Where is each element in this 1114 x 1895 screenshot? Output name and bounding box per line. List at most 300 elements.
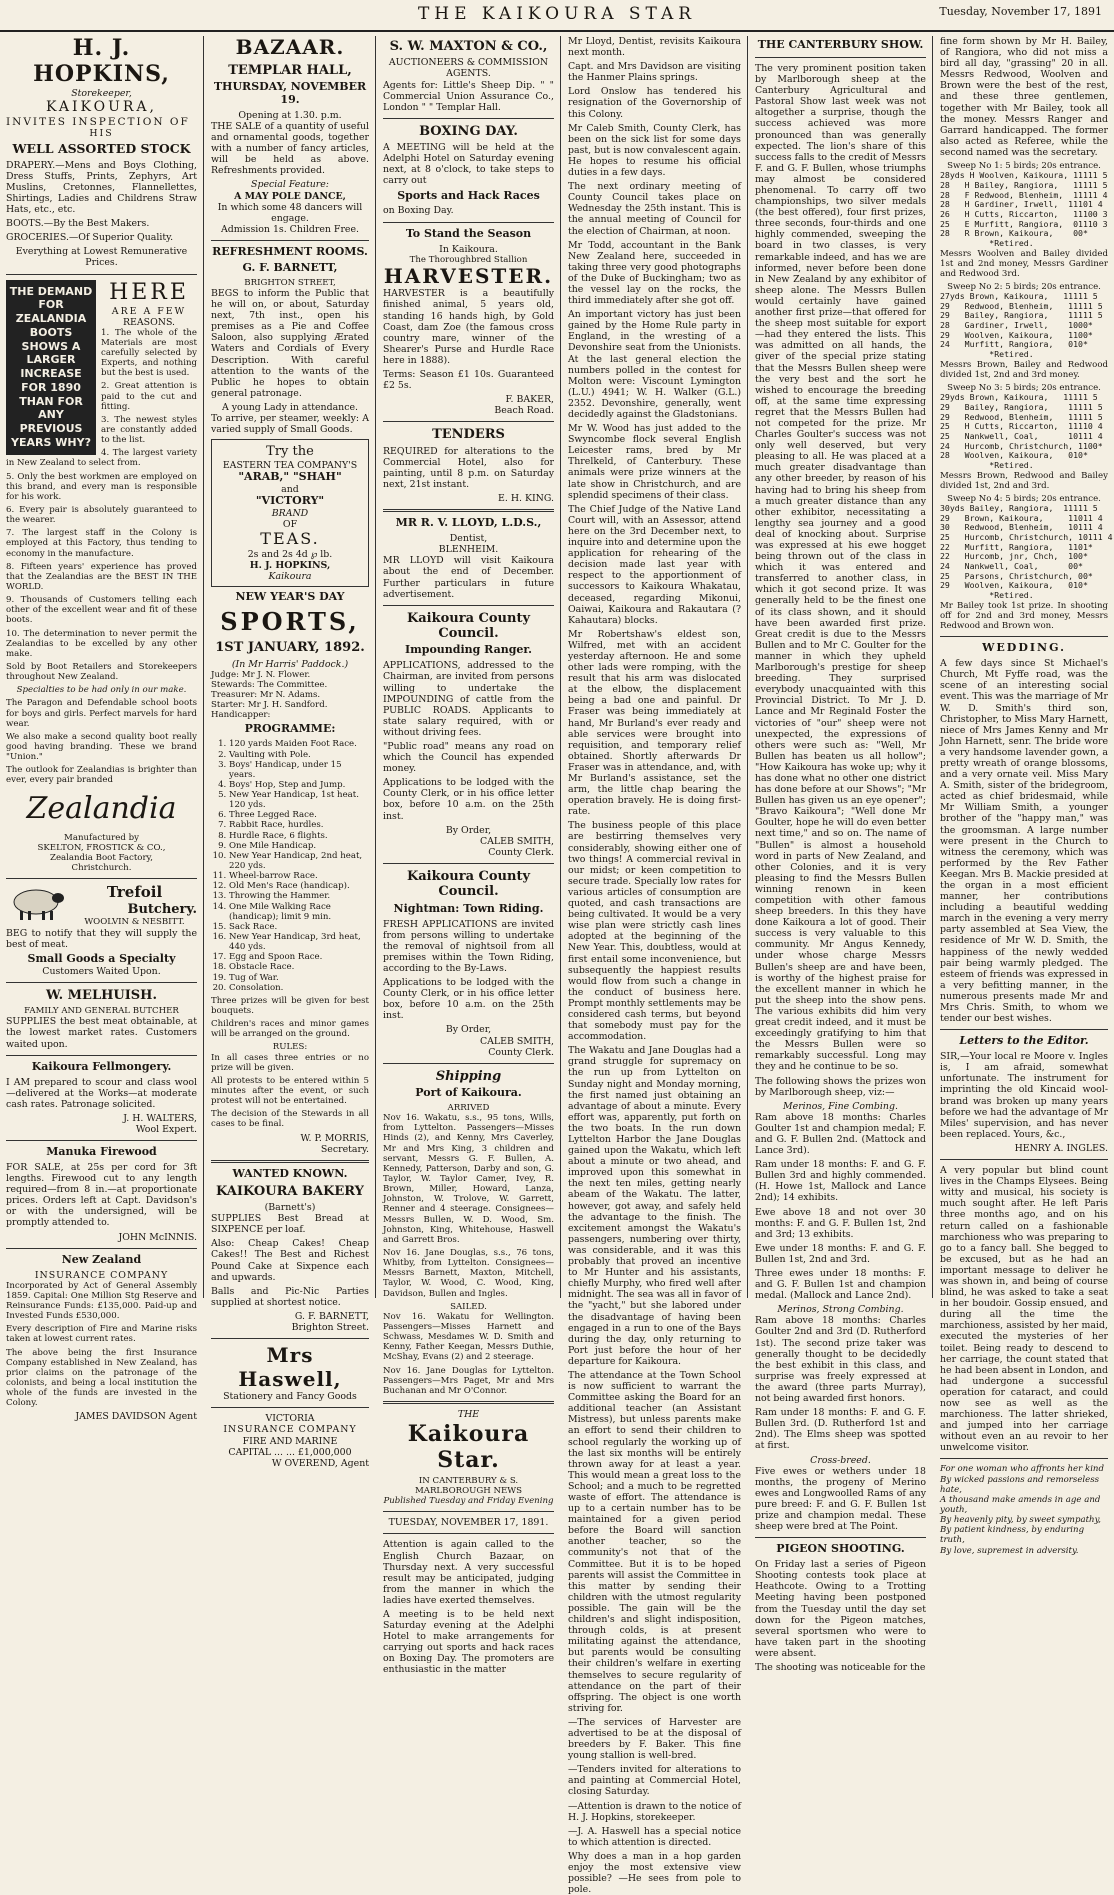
maker: SKELTON, FROSTICK & CO., xyxy=(37,843,166,854)
auctioneers: AUCTIONEERS & COMMISSION AGENTS. xyxy=(388,57,549,80)
show-following: The following shows the prizes won by Marlborough sheep, viz:— xyxy=(755,1075,926,1098)
council: Kaikoura County Council. xyxy=(406,610,531,642)
maxton: S. W. MAXTON & CO., xyxy=(389,39,548,54)
baker: F. BAKER, xyxy=(505,394,554,406)
dentist: Dentist, xyxy=(449,533,488,545)
divider xyxy=(383,222,554,223)
public-road: "Public road" means any road on which the Council has expended money. xyxy=(383,741,554,775)
tea-kaikoura: Kaikoura xyxy=(268,570,312,582)
sports-date: 1ST JANUARY, 1892. xyxy=(215,640,365,656)
divider xyxy=(383,421,554,422)
prize-5: Three ewes under 18 months: F. and G. F. Bullen 1st and champion medal. (Mallock and Lance 2nd). xyxy=(755,1268,926,1302)
sweep-row: 25 Parsons, Christchurch, 00* xyxy=(940,570,1093,581)
wanted-known: WANTED KNOWN. xyxy=(232,1166,348,1180)
count-story: A very popular but blind count lives in the Champs Elysees. Being witty and musical, his society is much sought after. He left Paris three months ago, and on his return called on a fashionable marchioness who was preparing to go to a fancy ball. She begged to be excused, but as he had an important message to deliver he was shown in, and being of course blind, he was asked to take a seat in her boudoir. Gossip ensued, and during all the time the marchioness, assisted by her maid, executed the mysteries of her toilet. Being ready to descend to her carriage, the count stated that he had been absent in London, and had undergone a successful operation for cataract, and could now see as well as the marchioness. The latter shrieked, and jumped into her carriage without even an au revoir to her unwelcome visitor. xyxy=(940,1165,1108,1454)
news-16: —Attention is drawn to the notice of H. J. Hopkins, storekeeper. xyxy=(568,1800,741,1823)
every-description: Every description of Fire and Marine risks taken at lowest current rates. xyxy=(6,1324,197,1345)
programme-event: 5. New Year Handicap, 1st heat. 120 yds. xyxy=(229,790,369,810)
specialties: Specialties to be had only in our make. xyxy=(16,685,187,696)
programme-event: 19. Tug of War. xyxy=(229,973,369,983)
sailed: SAILED. xyxy=(450,1301,487,1312)
programme-event: 8. Hurdle Race, 6 flights. xyxy=(229,831,369,841)
column-rule xyxy=(203,36,204,1298)
stewards: Stewards: The Committee. xyxy=(211,679,328,690)
are-few: ARE A FEW xyxy=(111,305,187,317)
stationery: Stationery and Fancy Goods xyxy=(223,1391,357,1403)
sweep-row: 28 R Brown, Kaikoura, 00* xyxy=(940,228,1088,239)
trefoil-advert xyxy=(6,884,197,917)
terms: Terms: Season £1 10s. Guaranteed £2 5s. xyxy=(383,369,554,392)
news-12: The Wakatu and Jane Douglas had a grand struggle for supremacy on the run up from Lyttelton on Sunday night and Monday morning, the first named just obtaining an advantage of about a minute. Every effort was, apparently, put forth on the two boats. In the run down Lyttelton Harbor the Jane Douglas gained upon the Wakatu, which left about a minute or two ahead, and improved upon this somewhat in the next ten miles, getting nearly abeam of the Wakatu. The latter, however, got away, and safely held the advantage to the finish. The excitement amongst the Wakatu's passengers, numbering over thirty, was considerable, and it was this probably that proved an incentive to Mr Hunter and his assistants, chiefly Murphy, who fired well after midnight. The sea was all in favor of the "yacht," but she labored under the disadvantage of having been engaged in a run to one of the Bays during the day, only returning to Port just before the hour of her departure for Kaikoura. xyxy=(568,1045,742,1367)
outlook: The outlook for Zealandias is brighter than ever, every pair branded xyxy=(6,765,197,786)
divider xyxy=(940,1458,1108,1459)
programme-event: 17. Egg and Spoon Race. xyxy=(229,952,369,962)
reason-1: 1. The whole of the Materials are most carefully selected by Experts, and nothing but the best is used. xyxy=(101,327,197,379)
sweep-row: 27yds Brown, Kaikoura, 11111 5 xyxy=(940,291,1098,302)
sweep-row: 30 Redwood, Blenheim, 10111 4 xyxy=(940,522,1103,533)
sweep-4-table xyxy=(940,503,1113,601)
sweep-row: 25 H Cutts, Riccarton, 11110 4 xyxy=(940,421,1103,432)
on-boxing: on Boxing Day. xyxy=(383,205,454,217)
new-year: NEW YEAR'S DAY xyxy=(235,589,345,603)
sweep-row: 26 H Cutts, Riccarton, 11100 3 xyxy=(940,208,1108,219)
trefoil: Trefoil xyxy=(106,883,163,902)
childrens: Children's races and minor games will be arranged on the ground. xyxy=(211,1019,369,1040)
sweep-row: 22 Hurcomb, jnr, Chch, 100* xyxy=(940,551,1088,562)
sweep-row: *Retired. xyxy=(940,349,1034,360)
editorial-date: TUESDAY, NOVEMBER 17, 1891. xyxy=(388,1517,549,1529)
rules: RULES: xyxy=(272,1042,308,1053)
walters-title: Wool Expert. xyxy=(135,1123,197,1135)
news-13: The attendance at the Town School is now sufficient to warrant the Committee asking the Board for an additional teacher (an Assistant Mistress), but unless parents make an effort to send their children to school regularly the working up of the last six months will be entirely thrown away for at least a year. This would mean a great loss to the School; and a much to be regretted waste of effort. The attendance is up to a certain number has to be maintained for a given period before the Board will sanction another teacher, so the community's not that of the Committee. But it is to be hoped parents will assist the Committee in this matter by sending their children with the utmost regularity possible. The gain will be the children's and slight indisposition, through colds, is at present militating against the attendance, but parents would be consulting their children's welfare in exerting themselves to secure regularity of attendance on the part of their offspring. The object is one worth striving for. xyxy=(568,1369,741,1714)
sweep-row: *Retired. xyxy=(940,237,1034,248)
beg-notify: BEG to notify that they will supply the best of meat. xyxy=(6,927,197,950)
sweep-row: 25 Nankwell, Coal, 10111 4 xyxy=(940,430,1103,441)
stallion: The Thoroughbred Stallion xyxy=(409,254,528,265)
invites: INVITES INSPECTION OF xyxy=(6,115,190,128)
news-9: The Chief Judge of the Native Land Court will, with an Assessor, attend here on the 3rd December next, to inquire into and determine upon the application for rehearing of the decision made last year with respect to the apportionment of successors to Kaikoura Whakatau, deceased, regarding Mikonui, Oaiwai, Kaikoura and Rakautara (? Kahautara) blocks. xyxy=(568,503,741,626)
manufactured: Manufactured by xyxy=(64,832,139,843)
sweep-4: Sweep No 4: 5 birds; 20s entrance. xyxy=(947,493,1101,504)
brighton: BRIGHTON STREET, xyxy=(244,277,336,288)
sweep-2-table xyxy=(940,292,1108,360)
brand: BRAND xyxy=(271,507,309,519)
harvester: HARVESTER. xyxy=(383,263,554,288)
news-3: Lord Onslow has tendered his resignation of the Governorship of this Colony. xyxy=(568,86,741,120)
family-butcher: FAMILY AND GENERAL BUTCHER xyxy=(24,1006,179,1017)
harvester-body: HARVESTER is a beautifully finished animal, 5 years old, standing 16 hands high, by Gold Coast, dam Zoe (the famous cross country mare, winner of the Shearer's Purse and Hurdle Race here in 1888). xyxy=(383,288,554,366)
bazaar-day: THURSDAY, NOVEMBER 19. xyxy=(213,79,367,106)
divider xyxy=(383,1063,554,1064)
published: Published Tuesday and Friday Evening xyxy=(383,1496,554,1507)
sweep-row: 28 H Bailey, Rangiora, 11111 5 xyxy=(940,179,1108,190)
tea-advert xyxy=(211,439,369,587)
eastern: EASTERN TEA COMPANY'S xyxy=(222,459,358,471)
zealandia-logo: Zealandia xyxy=(26,791,177,827)
applications: APPLICATIONS, addressed to the Chairman, are invited from persons willing to undertake the IMPOUNDING of cattle from the PUBLIC ROADS. Applicants to state salary required, with or without driving fees. xyxy=(383,660,554,738)
barnett: G. F. BARNETT, xyxy=(242,260,338,274)
programme-event: 12. Old Men's Race (handicap). xyxy=(229,881,369,891)
programme-event: 2. Vaulting with Pole. xyxy=(229,750,369,760)
programme-event: 13. Throwing the Hammer. xyxy=(229,891,369,901)
sweep-2: Sweep No 2: 5 birds; 20s entrance. xyxy=(947,281,1101,292)
smith: CALEB SMITH, xyxy=(479,835,554,847)
lloyd: MR R. V. LLOYD, L.D.S., xyxy=(395,516,542,530)
prize-8: Five ewes or wethers under 18 months, the progeny of Merino ewes and Longwoolled Rams of any pure breed: F. and G. F. Bullen 1st prize and champion medal. These sheep were bred at The Point. xyxy=(755,1465,926,1533)
mcinnis: JOHN McINNIS. xyxy=(118,1231,197,1243)
tenders: TENDERS xyxy=(432,427,505,443)
special: Special Feature: xyxy=(251,179,329,191)
divider xyxy=(755,57,926,58)
star-title: Kaikoura Star. xyxy=(407,1421,530,1473)
letters-heading: Letters to the Editor. xyxy=(959,1034,1089,1048)
small-goods: Small Goods a Specialty xyxy=(27,951,176,965)
haswell: Mrs Haswell, xyxy=(238,1343,342,1391)
clerk-2: County Clerk. xyxy=(488,1046,554,1058)
divider xyxy=(940,1029,1108,1030)
lodged-2: Applications to be lodged with the County Clerk, or in his office letter box, before 10 a.m. on the 25th inst. xyxy=(383,977,554,1022)
news-8: Mr W. Wood has just added to the Swyncombe flock several English Leicester rams, bred by Mr Threlkeld, of Canterbury. These animals were prize winners at the late show in Christchurch, and are splendid specimens of their class. xyxy=(568,423,741,501)
clerk: County Clerk. xyxy=(488,846,554,858)
wedding-body: A few days since St Michael's Church, Mt Fyffe road, was the scene of an interesting social event. This was the marriage of Mr W. D. Smith's third son, Christopher, to Miss Mary Harnett, niece of Mrs James Kenny and Mr John Harnett, senr. The bride wore a very handsome lavender gown, a pretty wreath of orange blossoms, and a very ornate veil. Miss Mary A. Smith, sister of the bridegroom, acted as chief bridesmaid, while Mr William Smith, a younger brother of the "happy man," was the groomsman. A large number were present in the Church to witness the ceremony, which was performed by the Rev Father Keegan. Mrs B. Mackie presided at the organ in a most efficient manner, her contributions including a beautiful wedding march in the evening a very merry party assembled at Sea View, the residence of Mr W. D. Smith, the happiness of the newly wedded pair being warmly pledged. The esteem of friends was expressed in a very befitting manner, in the numerous presents made Mr and Mrs Chris. Smith, to whom we tender our best wishes. xyxy=(940,658,1108,1025)
sweep-row: 24 Murfitt, Rangiora, 010* xyxy=(940,339,1088,350)
victoria: VICTORIA xyxy=(265,1413,315,1425)
sports: SPORTS, xyxy=(220,606,360,636)
blenheim: BLENHEIM. xyxy=(438,544,499,556)
sailed-1: Nov 16. Wakatu for Wellington. Passengers—Misses Harnett and Schwass, Mesdames W. D. Smith and Kenny, Father Keegan, Messrs Duthie, McShay, Evans (2) and 2 steerage. xyxy=(383,1311,554,1363)
tea-hopkins: H. J. HOPKINS, xyxy=(249,559,331,571)
the: THE xyxy=(457,1408,480,1420)
sweep-row: 28 Gardiner, Irwell, 1000* xyxy=(940,320,1093,331)
gfb-street: Brighton Street. xyxy=(291,1321,369,1333)
fellmongery: Kaikoura Fellmongery. xyxy=(31,1059,172,1073)
divider xyxy=(6,982,197,983)
programme-event: 10. New Year Handicap, 2nd heat, 220 yds. xyxy=(229,851,369,871)
sweep-row: 28 H Gardiner, Irwell, 11101 4 xyxy=(940,199,1103,210)
column-6 xyxy=(934,36,1114,1556)
divider xyxy=(6,878,197,879)
incorporated: Incorporated by Act of General Assembly 1859. Capital: One Million Stg Reserve and Reinsurance Funds: £135,000. Paid-up and Invested Funds £530,000. xyxy=(6,1280,197,1322)
prize-2: Ram under 18 months: F. and G. F. Bullen 3rd and highly commended. (H. Howe 1st, Mallock and Lance 2nd); 14 exhibits. xyxy=(755,1159,926,1204)
reason-8: 8. Fifteen years' experience has proved that the Zealandias are the BEST IN THE WORLD. xyxy=(6,561,197,592)
reason-10: 10. The determination to never permit the Zealandias to be excelled by any other make. xyxy=(6,628,197,659)
sweep-row: 29 Woolven, Kaikoura, 1100* xyxy=(940,329,1093,340)
young-lady: A young Lady in attendance. xyxy=(222,401,358,413)
sweep-row: *Retired. xyxy=(940,590,1034,601)
pigeon-heading: PIGEON SHOOTING. xyxy=(776,1542,905,1556)
lodged: Applications to be lodged with the County Clerk, or in his office letter box, before 10 a.m. on the 25th inst. xyxy=(383,777,554,822)
shipping: Shipping xyxy=(435,1068,502,1084)
teas: TEAS. xyxy=(260,528,320,548)
reasons: REASONS. xyxy=(122,316,176,328)
sweep-row: 24 Hurcomb, Christchurch, 1100* xyxy=(940,440,1103,451)
sports-hack: Sports and Hack Races xyxy=(397,188,540,202)
divider xyxy=(383,605,554,606)
divider xyxy=(6,274,197,275)
meeting-note: A meeting is to be held next Saturday evening at the Adelphi Hotel to make arrangements for carrying out sports and hack races on Boxing Day. The promoters are enthusiastic in the matter xyxy=(383,1609,554,1676)
programme-event: 14. One Mile Walking Race (handicap); limit 9 min. xyxy=(229,902,369,922)
boots: BOOTS.—By the Best Makers. xyxy=(6,218,150,230)
pigeon-body: On Friday last a series of Pigeon Shooting contests took place at Heathcote. Owing to a Trotting Meeting having been postponed from the Tuesday until the day set down for the Pigeon matches, several sportsmen who were to have taken part in the shooting were absent. xyxy=(755,1559,926,1659)
wedding-heading: WEDDING. xyxy=(982,641,1066,655)
fresh-applications: FRESH APPLICATIONS are invited from persons willing to undertake the removal of nightsoil from all premises within the Town Riding, according to the By-Laws. xyxy=(383,918,554,974)
ranger: Impounding Ranger. xyxy=(404,643,533,657)
port: Port of Kaikoura. xyxy=(415,1086,522,1100)
bakery: KAIKOURA BAKERY xyxy=(216,1183,364,1199)
prize-6: Ram above 18 months: Charles Goulter 2nd and 3rd (D. Rutherford 1st). The second prize taker was generally thought to be decidedly the best exhibit in this class, and surprise was freely expressed at the award (three parts Murray), not being awarded first honors. xyxy=(755,1315,926,1405)
order: By Order, xyxy=(445,824,492,836)
starter: Starter: Mr J. H. Sandford. xyxy=(211,700,328,711)
balls: Balls and Pic-Nic Parties supplied at shortest notice. xyxy=(211,1285,369,1308)
refreshment-rooms: REFRESHMENT ROOMS. xyxy=(212,244,368,258)
sweep-row: 29 Redwood, Blenheim, 11111 5 xyxy=(940,300,1103,311)
maker-factory: Zealandia Boot Factory, xyxy=(49,853,154,864)
rule-1: In all cases three entries or no prize will be given. xyxy=(211,1052,369,1073)
column-rule xyxy=(375,36,376,1298)
nightman: Nightman: Town Riding. xyxy=(393,901,544,915)
reason-3: 3. The newest styles are constantly added to the list. xyxy=(101,414,197,446)
programme-event: 9. One Mile Handicap. xyxy=(229,841,369,851)
walters: J. H. WALTERS, xyxy=(123,1112,197,1124)
divider xyxy=(383,1533,554,1534)
zealandia-advert xyxy=(6,279,197,449)
try: Try the xyxy=(266,444,314,460)
masthead xyxy=(0,0,1114,32)
poem-line: By patient kindness, by enduring truth, xyxy=(940,1525,1085,1546)
lloyd-visit: MR LLOYD will visit Kaikoura about the end of December. Further particulars in future advertisement. xyxy=(383,555,554,600)
we-also: We also make a second quality boot really good having branding. These we brand "Union." xyxy=(6,731,197,763)
above: The above being the first Insurance Company established in New Zealand, has prior claims on the patronage of the colonists, and being a local institution the whole of the funds are invested in the Colony. xyxy=(6,1347,197,1409)
beach-road: Beach Road. xyxy=(494,405,554,417)
and: and xyxy=(281,483,299,495)
butchery: Butchery. xyxy=(127,902,197,918)
prices: Everything at Lowest Remunerative Prices. xyxy=(15,246,188,269)
stand-season: To Stand the Season xyxy=(405,226,532,240)
meeting: A MEETING will be held at the Adelphi Hotel on Saturday evening next, at 8 o'clock, to take steps to carry out xyxy=(383,142,554,187)
sweep-3-table xyxy=(940,393,1108,470)
sweep-row: *Retired. xyxy=(940,459,1034,470)
events-list xyxy=(211,739,369,993)
reason-9: 9. Thousands of Customers telling each other of the excellent wear and fit of these boots. xyxy=(6,595,197,626)
sweep-row: 29 Brown, Kaikoura, 11011 4 xyxy=(940,512,1103,523)
maypole: A MAY POLE DANCE, xyxy=(234,190,346,202)
secretary: Secretary. xyxy=(320,1143,369,1155)
poem-line: By heavenly pity, by sweet sympathy, xyxy=(940,1515,1102,1526)
agents: Agents for: Little's Sheep Dip. " " Commercial Union Assurance Co., London " " Templar Hall. xyxy=(383,79,554,113)
required: REQUIRED for alterations to the Commercial Hotel, also for painting, until 8 p.m. on Saturday next, 21st instant. xyxy=(383,445,554,490)
news-5: The next ordinary meeting of County Council takes place on Wednesday the 25th instant. This is the annual meeting of Council for the election of Chairman, at noon. xyxy=(568,181,741,237)
sweep-1-table xyxy=(940,171,1108,248)
gfb: G. F. BARNETT, xyxy=(294,1310,369,1322)
prize-4: Ewe under 18 months: F. and G. F. Bullen 1st, 2nd and 3rd. xyxy=(755,1242,926,1265)
tea-prices: 2s and 2s 4d ℘ lb. xyxy=(247,548,333,560)
begs: BEGS to inform the Public that he will on, or about, Saturday next, 7th inst., open his premises as a Pie and Coffee Saloon, also supplying Ærated Waters and Cordials of Every Description. With careful attention to the wants of the Public he hopes to obtain general patronage. xyxy=(211,287,369,399)
divider xyxy=(383,509,554,512)
sweep-row: 29yds Brown, Kaikoura, 11111 5 xyxy=(940,392,1098,403)
sailed-2: Nov 16. Jane Douglas for Lyttelton. Passengers—Mrs Paget, Mr and Mrs Buchanan and Mr O'Connor. xyxy=(383,1365,554,1396)
king: E. H. KING. xyxy=(498,493,554,505)
barnetts: (Barnett's) xyxy=(264,1202,316,1214)
prize-1: Ram above 18 months: Charles Goulter 1st and champion medal; F. and G. F. Bullen 2nd. (Mattock and Lance 3rd). xyxy=(755,1111,926,1157)
divider xyxy=(755,1537,926,1538)
dancers: In which some 48 dancers will engage. xyxy=(217,201,363,224)
davidson: JAMES DAVIDSON Agent xyxy=(75,1411,197,1423)
zealandia-banner: THE DEMAND FOR ZEALANDIA BOOTS SHOWS A LARGER INCREASE FOR 1890 THAN FOR ANY PREVIOUS YEARS WHY? xyxy=(6,280,96,455)
admission: Admission 1s. Children Free. xyxy=(221,223,359,235)
victoria-insurance: INSURANCE COMPANY xyxy=(223,1424,357,1436)
news-17: —J. A. Haswell has a special notice to which attention is directed. xyxy=(568,1825,741,1848)
prize-7: Ram under 18 months: F. and G. F. Bullen 3rd. (D. Rutherford 1st and 2nd). The Elms sheep was spotted at first. xyxy=(755,1407,926,1452)
arrival-2: Nov 16. Jane Douglas, s.s., 76 tons, Whitby, from Lyttelton. Consignees—Messrs Barnett, Maxton, Mitchell, Taylor, W. Wood, C. Wood, King, Davidson, Bullen and Ingles. xyxy=(383,1247,554,1299)
opening: Opening at 1.30. p.m. xyxy=(238,109,342,121)
news-4: Mr Caleb Smith, County Clerk, has been on the sick list for some days past, but is now convalescent again. He hopes to resume his official duties in a few days. xyxy=(568,122,741,179)
sweep-4-result: Mr Bailey took 1st prize. In shooting off for 2nd and 3rd money, Messrs Redwood and Brown won. xyxy=(940,600,1108,632)
column-rule xyxy=(560,36,561,1298)
insurance-company: INSURANCE COMPANY xyxy=(34,1269,169,1281)
news-15: —Tenders invited for alterations to and painting at Commercial Hotel, closing Saturday. xyxy=(568,1764,741,1798)
news-11: The business people of this place are bestirring themselves very considerably, showing either one of two things! A commercial revival in our midst; or keen competition to secure trade. Specially low rates for various articles of consumption are quoted, and cash transactions are being cultivated. It would be a very wise plan were strictly cash lines adopted at the beginning of the New Year. This, doubtless, would at first entail some inconvenience, but subsequently the happiest results would flow from such a change in the conduct of business here. Prompt monthly settlements may be considered cash terms, but beyond that somebody must pay for the accommodation. xyxy=(568,820,741,1043)
cross-breed: Cross-breed. xyxy=(810,1454,871,1466)
divider xyxy=(6,1140,197,1141)
nz: New Zealand xyxy=(61,1252,142,1266)
programme: PROGRAMME: xyxy=(244,722,336,736)
storekeeper: Storekeeper, xyxy=(71,87,132,99)
bazaar-note: Attention is again called to the English Church Bazaar, on Thursday next. A very successful result may be anticipated, judging from the manner in which the ladies have exerted themselves. xyxy=(383,1539,554,1606)
show-heading: THE CANTERBURY SHOW. xyxy=(757,38,924,51)
supplies: SUPPLIES the best meat obtainable, at the lowest market rates. Customers waited upon. xyxy=(6,1016,197,1050)
programme-event: 20. Consolation. xyxy=(229,983,369,993)
bread: SUPPLIES Best Bread at SIXPENCE per loaf. xyxy=(211,1213,369,1236)
sweep-1-result: Messrs Woolven and Bailey divided 1st and 2nd money, Messrs Gardiner and Redwood 3rd. xyxy=(940,248,1108,279)
reason-7: 7. The largest staff in the Colony is employed at this Factory, thus tending to economy in the manufacture. xyxy=(6,528,197,559)
programme-event: 18. Obstacle Race. xyxy=(229,962,369,972)
news-2: Capt. and Mrs Davidson are visiting the Hanmer Plains springs. xyxy=(568,61,741,84)
sweep-3: Sweep No 3: 5 birds; 20s entrance. xyxy=(947,383,1101,394)
column-rule xyxy=(932,36,933,1298)
poem-line: By love, supremest in adversity. xyxy=(940,1545,1079,1556)
sweep-row: 28 F Redwood, Blenheim, 11111 4 xyxy=(940,189,1108,200)
issue-date: Tuesday, November 17, 1891 xyxy=(939,5,1102,18)
arrived: ARRIVED xyxy=(447,1102,490,1113)
column-5 xyxy=(749,36,932,1673)
order-2: By Order, xyxy=(445,1024,492,1036)
sweep-row: 29 Woolven, Kaikoura, 010* xyxy=(940,580,1088,591)
melhuish: W. MELHUISH. xyxy=(46,987,157,1003)
arrive: To arrive, per steamer, weekly: A varied supply of Small Goods. xyxy=(211,413,369,436)
morris: W. P. MORRIS, xyxy=(300,1132,369,1144)
poem-line: A thousand make amends in age and youth, xyxy=(940,1494,1101,1516)
reason-5: 5. Only the best workmen are employed on this brand, and every man is responsible for his work. xyxy=(6,471,197,502)
sweep-3-result: Messrs Brown, Redwood and Bailey divided 1st, 2nd and 3rd. xyxy=(940,470,1108,491)
sweep-row: 29 Bailey, Rangiora, 11111 5 xyxy=(940,310,1103,321)
divider xyxy=(383,863,554,864)
programme-event: 16. New Year Handicap, 3rd heat, 440 yds. xyxy=(229,932,369,952)
pigeon-cont: The shooting was noticeable for the xyxy=(755,1661,926,1673)
fellmongery-body: I AM prepared to scour and class wool —delivered at the Works—at moderate cash rates. Patronage solicited. xyxy=(6,1076,197,1110)
merinos-fine: Merinos, Fine Combing. xyxy=(783,1100,898,1112)
programme-event: 1. 120 yards Maiden Foot Race. xyxy=(229,739,369,749)
groceries: GROCERIES.—Of Superior Quality. xyxy=(6,232,174,244)
of: OF xyxy=(282,518,298,530)
news-6: Mr Todd, accountant in the Bank New Zealand here, succeeded in taking three very good photographs of the Duke of Buckingham; two as the vessel lay on the rocks, the third immediately after she got off. xyxy=(568,239,741,307)
sweep-row: 25 E Murfitt, Rangiora, 01110 3 xyxy=(940,218,1108,229)
poem-line: By wicked passions and remorseless hate, xyxy=(940,1474,1100,1495)
incorporating: IN CANTERBURY & S. MARLBOROUGH NEWS xyxy=(414,1475,523,1497)
poem-line: For one woman who affronts her kind xyxy=(940,1464,1104,1475)
reason-6: 6. Every pair is absolutely guaranteed to the wearer. xyxy=(6,504,197,526)
arab: "ARAB," "SHAH" xyxy=(238,469,342,483)
divider xyxy=(940,1159,1108,1160)
manuka: Manuka Firewood xyxy=(46,1145,157,1159)
hopkins-name: H. J. HOPKINS, xyxy=(33,35,170,87)
sweep-row: 24 Nankwell, Coal, 00* xyxy=(940,561,1083,572)
firewood-body: FOR SALE, at 25s per cord for 3ft lengths. Firewood cut to any length required—from 8 in.—at proportionate prices. Orders left at Capt. Davidson's or with the undersigned, will be promptly attended to. xyxy=(6,1162,197,1229)
stock-heading: WELL ASSORTED STOCK xyxy=(12,140,191,156)
ingles: HENRY A. INGLES. xyxy=(1014,1142,1108,1154)
here: HERE xyxy=(109,279,189,305)
paragon: The Paragon and Defendable school boots for boys and girls. Perfect marvels for hard wear. xyxy=(6,698,197,729)
sweep-row: 29 Redwood, Blenheim, 11111 5 xyxy=(940,411,1103,422)
victory: "VICTORY" xyxy=(255,493,325,507)
sold-by: Sold by Boot Retailers and Storekeepers throughout New Zealand. xyxy=(6,661,197,683)
cakes: Also: Cheap Cakes! Cheap Cakes!! The Best and Richest Pound Cake at Sixpence each and upwards. xyxy=(211,1238,369,1283)
templar-hall: TEMPLAR HALL, xyxy=(228,62,352,78)
sweep-row: 28yds H Woolven, Kaikoura, 11111 5 xyxy=(940,170,1108,181)
poem xyxy=(940,1464,1108,1555)
merinos-strong: Merinos, Strong Combing. xyxy=(777,1304,904,1316)
programme-event: 6. Three Legged Race. xyxy=(229,810,369,820)
judge: Judge: Mr J. N. Flower. xyxy=(211,669,311,680)
reason-4: 4. The largest variety in New Zealand to select from. xyxy=(6,448,197,469)
divider xyxy=(383,118,554,119)
sweep-row: 25 Hurcomb, Christchurch, 10111 4 xyxy=(940,532,1113,543)
programme-event: 7. Rabbit Race, hurdles. xyxy=(229,820,369,830)
divider xyxy=(211,1338,369,1339)
sweep-2-result: Messrs Brown, Bailey and Redwood divided 1st, 2nd and 3rd money. xyxy=(940,359,1108,380)
bazaar: BAZAAR. xyxy=(235,35,345,59)
column-rule xyxy=(747,36,748,1298)
divider xyxy=(383,1511,554,1512)
boxing-day: BOXING DAY. xyxy=(419,123,518,139)
divider xyxy=(383,1401,554,1404)
sweep-row: 29 Bailey, Rangiora, 11111 5 xyxy=(940,401,1103,412)
prize-3: Ewe above 18 and not over 30 months: F. and G. F. Bullen 1st, 2nd and 3rd; 13 exhibits. xyxy=(755,1206,926,1240)
column-3 xyxy=(377,36,560,1676)
arrival-1: Nov 16. Wakatu, s.s., 95 tons, Wills, from Lyttelton. Passengers—Misses Hinds (2), and Kenny, Mrs Caverley, Mr and Mrs King, 3 children and servant, Messrs G. F. Bullen, A. Kennedy, Patterson, Darby and son, G. Taylor, W. Taylor Camer, Ivey, R. Brown, Miller, Howard, Lanza, Johnston, W. Trolove, W. Garrett, Renner and 4 steerage. Consignees—Messrs Bullen, W. D. Wood, Sm. Johnston, King, Whitehouse, Haswell and Garrett Bros. xyxy=(383,1113,554,1245)
column-1 xyxy=(0,35,203,1423)
sweep-row: 22 Murfitt, Rangiora, 1101* xyxy=(940,541,1093,552)
woolvin: WOOLVIN & NESBITT. xyxy=(84,917,185,928)
newspaper-title: THE KAIKOURA STAR xyxy=(417,4,697,24)
treasurer: Treasurer: Mr N. Adams. xyxy=(211,689,321,700)
rule-3: The decision of the Stewards in all cases to be final. xyxy=(211,1109,369,1130)
column-2 xyxy=(205,35,375,1469)
divider xyxy=(211,1160,369,1163)
drapery: DRAPERY.—Mens and Boys Clothing, Dress Stuffs, Prints, Zephyrs, Art Muslins, Cretonnes, Flannellettes, Shirtings, Ladies and Childrens Straw Hats, etc., etc. xyxy=(6,159,197,216)
rule-2: All protests to be entered within 5 minutes after the event, or such protest will not be entertained. xyxy=(211,1075,369,1107)
programme-event: 11. Wheel-barrow Race. xyxy=(229,871,369,881)
council-2: Kaikoura County Council. xyxy=(406,868,531,900)
divider xyxy=(6,1248,197,1249)
capital: CAPITAL ... ... £1,000,000 xyxy=(228,1446,352,1458)
programme-event: 15. Sack Race. xyxy=(229,922,369,932)
news-18: Why does a man in a hop garden enjoy the most extensive view possible? —He sees from pole to pole. xyxy=(568,1850,741,1895)
sweep-1: Sweep No 1: 5 birds; 20s entrance. xyxy=(947,161,1101,172)
reason-2: 2. Great attention is paid to the cut and fitting. xyxy=(101,381,197,412)
programme-event: 4. Boys' Hop, Step and Jump. xyxy=(229,780,369,790)
news-7: An important victory has just been gained by the Home Rule party in England, in the wresting of a Devonshire seat from the Unionists. At the last general election the numbers polled in the contest for Molton were: Viscount Lymington (L.U.) 4941; W. H. Walker (G.L.) 2352. Devonshire, generally, went decidedly against the Gladstonians. xyxy=(568,309,741,420)
programme-event: 3. Boys' Handicap, under 15 years. xyxy=(229,760,369,780)
